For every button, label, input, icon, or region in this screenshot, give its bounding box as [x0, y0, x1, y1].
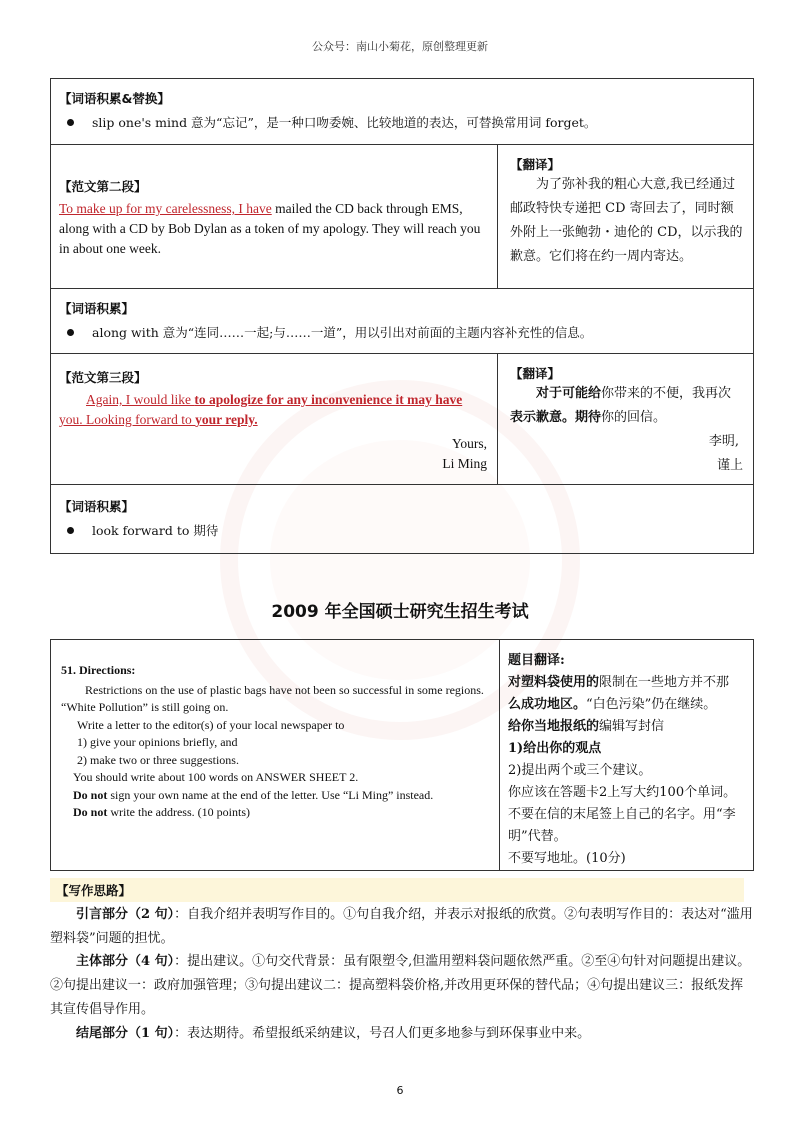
directions-panel [51, 640, 500, 870]
directions-line: You should write about 100 words on ANSWER SHEET 2. [73, 770, 359, 784]
vocab-label: 【词语积累】 [59, 499, 135, 514]
essay-paragraph-3 [51, 354, 498, 484]
writing-ideas-label: 【写作思路】 [56, 883, 132, 898]
vocab-text: slip one's mind 意为“忘记”，是一种口吻委婉、比较地道的表达，可替换常用词 forget。 [92, 115, 597, 130]
translation-line [508, 672, 745, 694]
page-header: 公众号：南山小菊花，原创整理更新 [312, 40, 488, 53]
translation-text: 为了弥补我的粗心大意,我已经通过邮政特快专递把 CD 寄回去了，同时额外附上一张鲍勃・迪伦的 CD，以示我的歉意。它们将在约一周内寄达。 [510, 177, 743, 264]
translation-line [508, 694, 745, 716]
vocab-item [59, 323, 745, 341]
translation-normal: 你带来的不便，我再次 [601, 386, 732, 401]
essay-highlight: Again, I would like [86, 392, 195, 407]
body-paragraph [50, 950, 754, 1022]
vocab-label: 【词语积累&替换】 [59, 91, 170, 106]
essay-text [59, 390, 487, 430]
writing-ideas-heading [50, 878, 744, 902]
essay-paragraph-2 [51, 145, 498, 288]
directions-line: Write a letter to the editor(s) of your local newspaper to [77, 717, 345, 732]
essay-label: 【范文第二段】 [59, 179, 147, 194]
directions-line: 1) give your opinions briefly, and [77, 735, 238, 749]
body-label: 主体部分（4 句） [76, 954, 175, 969]
translation-text [510, 382, 743, 430]
ending-paragraph [50, 1022, 754, 1046]
directions-bold: Do not [73, 787, 108, 802]
vocab-box-3 [50, 484, 754, 554]
intro-text: ：自我介绍并表明写作目的。①句自我介绍，并表示对报纸的欣赏。②句表明写作目的：表达对“滥用塑料袋”问题的担忧。 [50, 907, 753, 946]
translation-normal: 你的回信。 [601, 410, 667, 425]
directions-line [61, 804, 489, 822]
translation-signature: 李明, [708, 434, 739, 449]
translation-line: 1)给出你的观点 [508, 741, 602, 756]
vocab-box-2 [50, 288, 754, 354]
translation-line: 不要在信的末尾签上自己的名字。用“李明”代替。 [508, 807, 736, 844]
translation-line: 你应该在答题卡2上写大约100个单词。 [508, 785, 737, 800]
essay-paragraph-2-box [50, 144, 754, 289]
essay-bold-highlight: to apologize for any inconvenience it may have [194, 392, 463, 407]
vocab-label: 【词语积累】 [59, 301, 135, 316]
translation-normal: 编辑写封信 [599, 719, 665, 734]
intro-paragraph [50, 903, 754, 951]
body-text: ：提出建议。①句交代背景：虽有限塑令,但滥用塑料袋问题依然严重。②至④句针对问题提出建议。②句提出建议一：政府加强管理；③句提出建议二：提高塑料袋价格,并改用更环保的替代品；④句提出建议三：报纸发挥其宣传倡导作用。 [50, 954, 751, 1017]
translation-line [508, 716, 745, 738]
translation-bold: 对于可能给 [536, 386, 602, 401]
ending-text: ：表达期待。希望报纸采纳建议，号召人们更多地参与到环保事业中来。 [174, 1026, 591, 1041]
translation-label: 【翻译】 [510, 366, 561, 381]
bullet-icon [67, 329, 74, 336]
essay-text [59, 199, 487, 259]
ending-label: 结尾部分（1 句） [76, 1026, 175, 1041]
directions-bold: Do not [73, 805, 108, 819]
translation-bold: 给你当地报纸的 [508, 719, 600, 734]
essay-label: 【范文第三段】 [59, 370, 147, 385]
translation-label: 题目翻译: [508, 653, 565, 668]
intro-label: 引言部分（2 句） [76, 907, 175, 922]
translation-signature: 谨上 [716, 458, 743, 473]
bullet-icon [67, 119, 74, 126]
exam-title: 2009 年全国硕士研究生招生考试 [271, 602, 529, 622]
essay-highlight: you. Looking forward to [59, 412, 196, 427]
directions-line [61, 787, 489, 805]
translation-bold: 么成功地区。 [508, 697, 587, 712]
translation-paragraph-2 [498, 145, 753, 288]
translation-paragraph-3 [498, 354, 753, 484]
translation-normal: 限制在一些地方并不那 [599, 675, 730, 690]
translation-bold: 对塑料袋使用的 [508, 675, 600, 690]
directions-line: Restrictions on the use of plastic bags have not been so successful in some regions. “White Pollution” is still going on. [61, 682, 484, 714]
vocab-text: look forward to 期待 [92, 523, 219, 538]
directions-box [50, 639, 754, 871]
essay-rest: mailed the CD back through EMS, along with a CD by Bob Dylan as a token of my apology. They will reach you in about one week. [59, 201, 481, 256]
translation-line: 2)提出两个或三个建议。 [508, 763, 652, 778]
directions-text: write the address. (10 points) [107, 805, 250, 819]
page-number: 6 [396, 1084, 404, 1097]
vocab-box-1 [50, 78, 754, 145]
translation-label: 【翻译】 [510, 157, 561, 172]
vocab-item [59, 521, 745, 539]
bullet-icon [67, 527, 74, 534]
translation-line: 不要写地址。(10分) [508, 851, 626, 866]
signature-closing: Yours, [451, 436, 487, 451]
directions-heading: 51. Directions: [61, 663, 136, 677]
essay-highlight: To make up for my carelessness, I have [59, 201, 272, 216]
directions-text: sign your own name at the end of the letter. Use “Li Ming” instead. [107, 787, 434, 802]
translation-normal: “白色污染”仍在继续。 [586, 697, 717, 712]
essay-paragraph-3-box [50, 353, 754, 485]
vocab-text: along with 意为“连同……一起;与……一道”，用以引出对前面的主题内容补充性的信息。 [92, 325, 593, 340]
translation-bold: 表示歉意。期待 [510, 410, 602, 425]
essay-bold-highlight: your reply. [195, 412, 258, 427]
directions-line: 2) make two or three suggestions. [77, 752, 239, 767]
translation-panel [500, 640, 753, 870]
signature-name: Li Ming [442, 456, 487, 471]
vocab-item [59, 113, 745, 131]
